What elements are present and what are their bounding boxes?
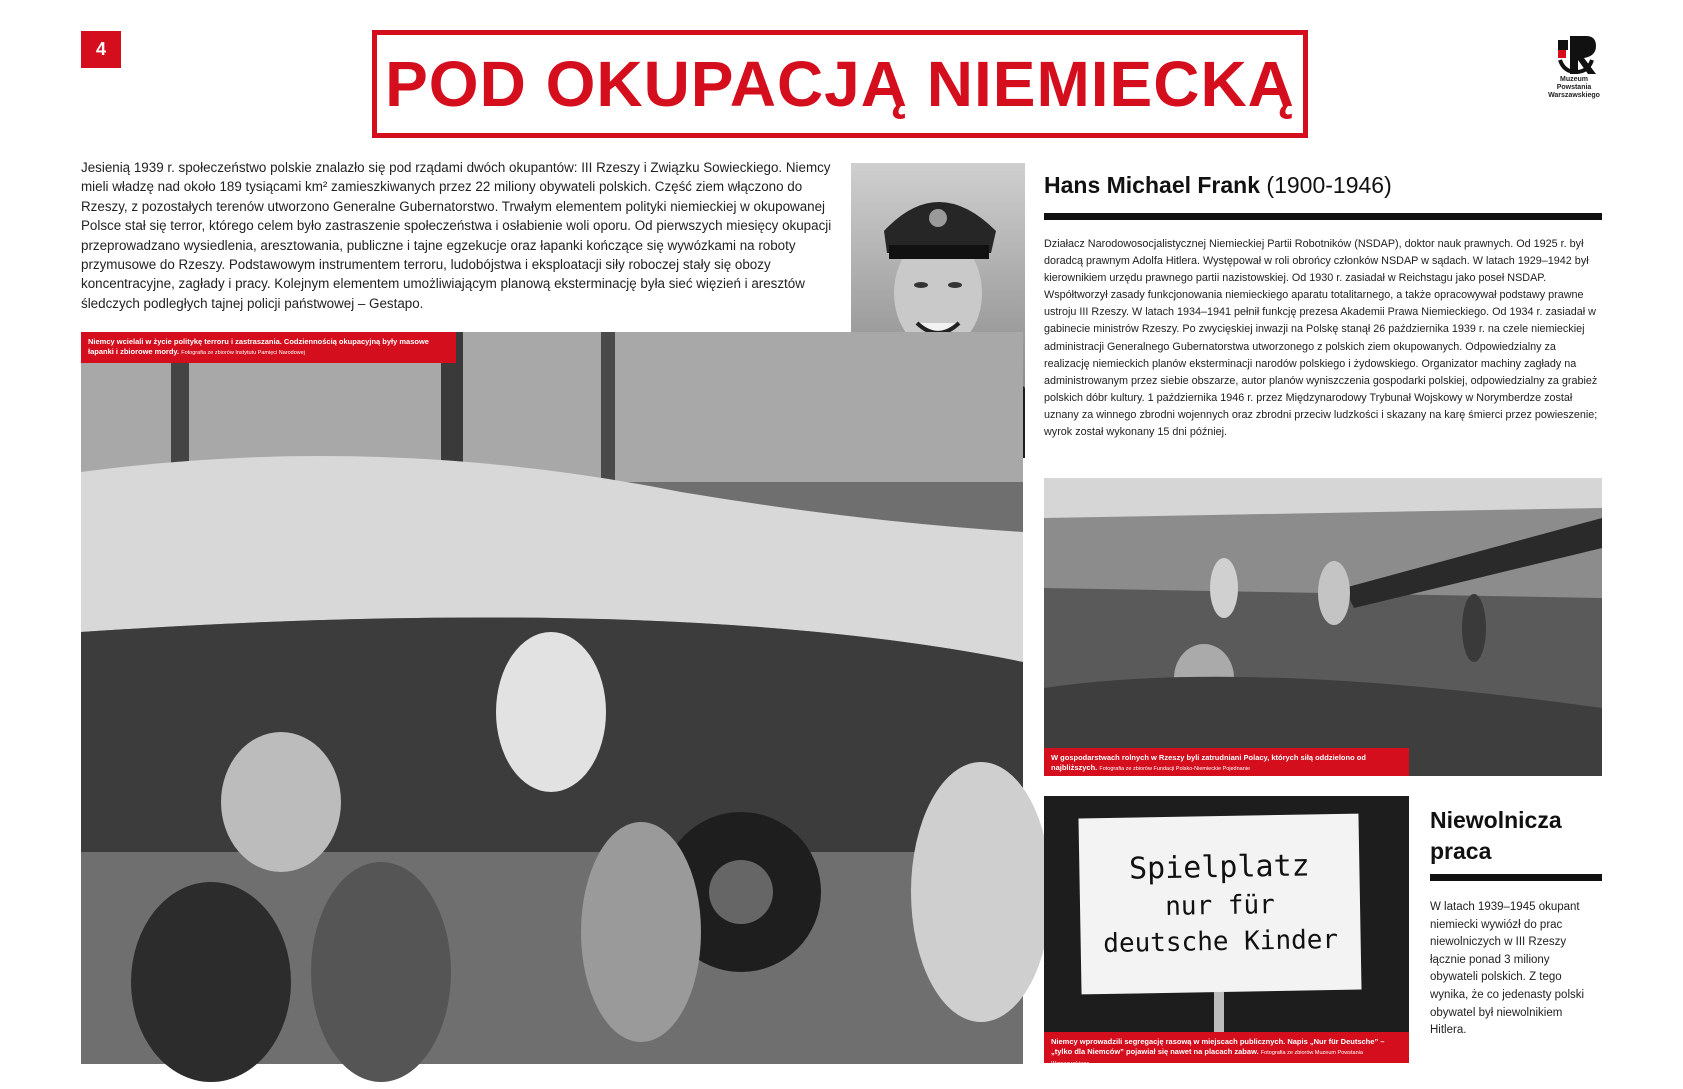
roundup-caption-text: Niemcy wcielali w życie politykę terroru i zastraszania. Codziennością okupacyjną były masowe łapanki i zbiorowe mordy. bbox=[88, 337, 429, 356]
logo-line: Warszawskiego bbox=[1548, 92, 1600, 99]
sign-line: nur für bbox=[1164, 890, 1276, 922]
roundup-caption bbox=[81, 332, 456, 363]
sign-line: deutsche Kinder bbox=[1103, 924, 1339, 960]
sign-caption bbox=[1044, 1032, 1409, 1067]
intro-paragraph: Jesienią 1939 r. społeczeństwo polskie znalazło się pod rządami dwóch okupantów: III Rzeszy i Związku Sowieckiego. Niemcy mieli władzę nad około 189 tysiącami km² zamieszkiwanych przez 22 miliony obywateli polskich. Część ziem włączono do Rzeszy, z pozostałych terenów utworzono Generalne Gubernatorstwo. Trwałym elementem polityki niemieckiej w okupowanej Polsce stał się terror, którego celem było zastraszenie społeczeństwa i osłabienie woli oporu. Od pierwszych miesięcy okupacji przeprowadzano wysiedlenia, aresztowania, publiczne i tajne egzekucje oraz łapanki kończące się wywózkami na roboty przymusowe do Rzeszy. Podstawowym instrumentem terroru, ludobójstwa i eksploatacji siły roboczej stały się obozy koncentracyjne, zagłady i pracy. Kolejnym elementem umożliwiającym planową eksterminację była sieć więzień i aresztów śledczych podległych tajnej policji państwowej – Gestapo. bbox=[81, 160, 832, 311]
farm-illustration bbox=[1044, 478, 1602, 776]
farm-caption-source: Fotografia ze zbiorów Fundacji Polsko-Niemieckie Pojednanie bbox=[1099, 765, 1251, 772]
title-frame bbox=[372, 30, 1308, 138]
slave-labor-heading: Niewolnicza praca bbox=[1430, 807, 1562, 864]
logo-line: Powstania bbox=[1556, 84, 1592, 91]
roundup-caption-source: Fotografia ze zbiorów Instytutu Pamięci Narodowej bbox=[181, 349, 306, 356]
sign-line: Spielplatz bbox=[1128, 848, 1310, 887]
logo-caption bbox=[1526, 76, 1622, 100]
frank-years: (1900-1946) bbox=[1266, 172, 1392, 198]
logo-line: Muzeum bbox=[1560, 76, 1588, 83]
roundup-photo bbox=[81, 332, 1023, 1064]
farm-caption-text: W gospodarstwach rolnych w Rzeszy byli zatrudniani Polacy, których siłą oddzielono od najbliższych. bbox=[1051, 753, 1366, 772]
page-number: 4 bbox=[81, 31, 121, 68]
roundup-illustration bbox=[81, 332, 1023, 1064]
sign-caption-text: Niemcy wprowadzili segregację rasową w miejscach publicznych. Napis „Nur für Deutsche” – „tylko dla Niemców” pojawiał się nawet na placach zabaw. bbox=[1051, 1037, 1385, 1056]
farm-caption bbox=[1044, 748, 1409, 776]
frank-heading bbox=[1044, 172, 1392, 199]
sign-post bbox=[1214, 992, 1224, 1032]
sign-caption-source: Fotografia ze zbiorów Muzeum Powstania Warszawskiego bbox=[1051, 1049, 1363, 1067]
heading-rule bbox=[1430, 874, 1602, 881]
page-title: POD OKUPACJĄ NIEMIECKĄ bbox=[385, 48, 1295, 120]
frank-name: Hans Michael Frank bbox=[1044, 172, 1261, 198]
farm-labor-photo bbox=[1044, 478, 1602, 776]
sign-board bbox=[1078, 814, 1361, 995]
playground-sign-photo bbox=[1044, 796, 1409, 1067]
slave-labor-text: W latach 1939–1945 okupant niemiecki wywiózł do prac niewolniczych w III Rzeszy łącznie ponad 3 miliony obywateli polskich. Z tego wynika, że co jedenasty polski obywatel był niewolnikiem Hitlera. bbox=[1430, 901, 1585, 1037]
heading-rule bbox=[1044, 213, 1602, 220]
frank-biography: Działacz Narodowosocjalistycznej Niemieckiej Partii Robotników (NSDAP), doktor nauk prawnych. Od 1925 r. był doradcą prawnym Adolfa Hitlera. Występował w roli obrońcy członków NSDAP w sądach. W latach 1929–1942 był kierownikiem urzędu prawnego partii nazistowskiej. Od 1930 r. zasiadał w Reichstagu jako poseł NSDAP. Współtworzył zasady funkcjonowania niemieckiego aparatu totalitarnego, a także opracowywał podstawy prawne ustroju III Rzeszy. W latach 1934–1941 pełnił funkcję prezesa Akademii Prawa Niemieckiego. Od 1934 r. zasiadał w gabinecie ministrów Rzeszy. Po zwycięskiej inwazji na Polskę stanął 26 października 1939 r. na czele niemieckiej administracji Generalnego Gubernatorstwa utworzonego z polskich ziem okupowanych. Odpowiedzialny za realizację niemieckich planów eksterminacji narodów polskiego i żydowskiego. Organizator machiny zagłady na administrowanym przez siebie obszarze, autor planów wyniszczenia gospodarki polskiej, odpowiedzialny za grabież polskich dóbr kultury. 1 października 1946 r. przez Międzynarodowy Trybunał Wojskowy w Norymberdze został uznany za winnego zbrodni wojennych oraz zbrodni przeciw ludzkości i skazany na karę śmierci przez powieszenie; wyrok został wykonany 15 dni później. bbox=[1044, 238, 1598, 439]
